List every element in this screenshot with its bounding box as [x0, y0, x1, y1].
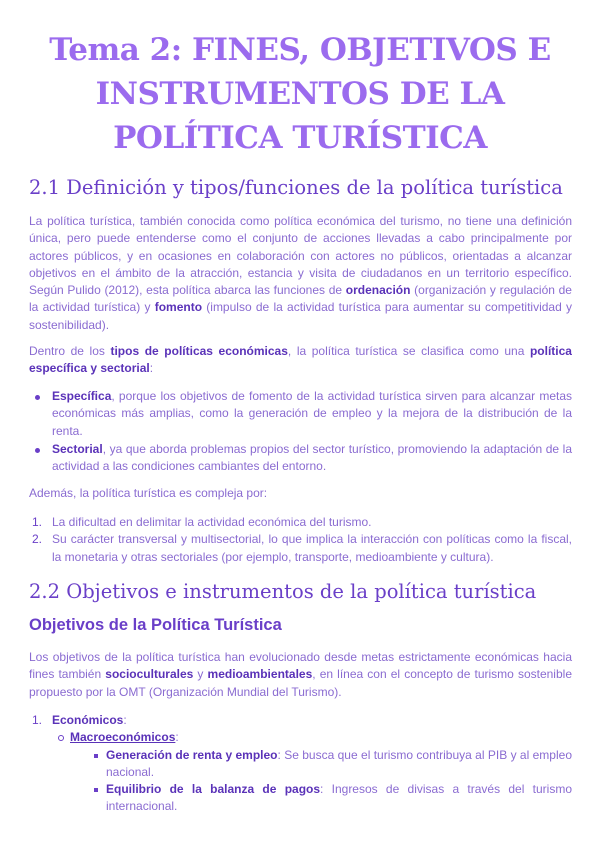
paragraph-types: Dentro de los tipos de políticas económicas, la política turística se clasifica como una política específica y sectorial: [29, 344, 572, 376]
list-item: Sectorial, ya que aborda problemas propios del sector turístico, promoviendo la adaptación de la actividad a las condiciones cambiantes del entorno. [29, 441, 572, 476]
sublist-macroeconomicos: Macroeconómicos: Generación de renta y empleo: Se busca que el turismo contribuya al PIB y al empleo nacional. Equilibrio de la balanza de pagos: Ingresos de divisas a través del turismo internacional. [52, 729, 572, 815]
bullet-dot-icon [35, 448, 40, 453]
bullet-dot-icon [35, 395, 40, 400]
section-heading-2-1: 2.1 Definición y tipos/funciones de la política turística [29, 176, 563, 199]
subsection-heading-objetivos: Objetivos de la Política Turística [29, 616, 282, 634]
bullet-square-icon [94, 754, 98, 758]
list-item: Generación de renta y empleo: Se busca que el turismo contribuya al PIB y al empleo nacional. [88, 747, 572, 782]
numbered-list-complexity [29, 514, 572, 566]
paragraph-objetivos: Los objetivos de la política turística han evolucionado desde metas estrictamente económicas hacia fines también socioculturales y medioambientales, en línea con el concepto de turismo sostenible propuesto por la OMT (Organización Mundial del Turismo). [29, 650, 572, 699]
bullet-square-icon [94, 788, 98, 792]
page-title: Tema 2: FINES, OBJETIVOS E INSTRUMENTOS DE LA POLÍTICA TURÍSTICA [49, 32, 551, 156]
section-heading-2-2: 2.2 Objetivos e instrumentos de la política turística [29, 580, 537, 603]
sub-sublist [70, 747, 572, 816]
paragraph-definition: La política turística, también conocida como política económica del turismo, no tiene una definición única, pero puede entenderse como el conjunto de acciones llevadas a cabo principalmente por actores públicos, y en ocasiones en colaboración con actores no públicos, orientadas a alcanzar objetivos en el ámbito de la atracción, estancia y visita de ciudadanos en un territorio específico. Según Pulido (2012), esta política abarca las funciones de ordenación (organización y regulación de la actividad turística) y fomento (impulso de la actividad turística para aumentar su competitividad y sostenibilidad). [29, 214, 572, 332]
list-item: Equilibrio de la balanza de pagos: Ingresos de divisas a través del turismo internacional. [88, 781, 572, 816]
list-item: 2. Su carácter transversal y multisectorial, lo que implica la interacción con políticas como la fiscal, la monetaria y otras sectoriales (por ejemplo, transporte, medioambiente y cultura). [32, 532, 572, 564]
bullet-list-types [29, 388, 572, 475]
numbered-list-objetivos [29, 712, 572, 816]
list-item: Específica, porque los objetivos de fomento de la actividad turística sirven para alcanzar metas económicas más amplias, como la generación de empleo y la mejora de la distribución de la renta. [29, 388, 572, 440]
bullet-circle-icon [58, 735, 64, 741]
list-item: 1. La dificultad en delimitar la actividad económica del turismo. [32, 515, 372, 529]
list-item-economicos: 1. Económicos: Macroeconómicos: Generación de renta y empleo: Se busca que el turismo contribuya al PIB y al empleo nacional. Equilibrio de la balanza de pagos: Ingresos de divisas a través del turismo internacional. [29, 712, 572, 816]
paragraph-complexity: Además, la política turística es compleja por: [29, 486, 268, 500]
